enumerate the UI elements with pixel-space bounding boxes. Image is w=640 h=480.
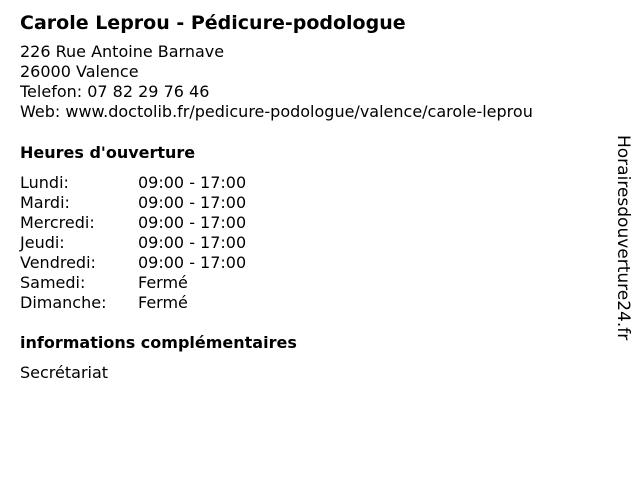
day-hours: 09:00 - 17:00 (138, 173, 247, 192)
address-street: 226 Rue Antoine Barnave (20, 42, 225, 61)
hours-row-monday (20, 173, 600, 193)
opening-hours-heading: Heures d'ouverture (20, 143, 196, 162)
day-label: Jeudi: (20, 233, 65, 252)
additional-info-text: Secrétariat (20, 363, 109, 382)
day-label: Mardi: (20, 193, 70, 212)
day-label: Lundi: (20, 173, 69, 192)
additional-info-heading: informations complémentaires (20, 333, 297, 352)
phone-number: Telefon: 07 82 29 76 46 (20, 82, 210, 101)
day-hours: 09:00 - 17:00 (138, 213, 247, 232)
business-name: Carole Leprou - Pédicure-podologue (20, 12, 406, 34)
business-card (20, 10, 600, 383)
day-label: Samedi: (20, 273, 86, 292)
day-hours: 09:00 - 17:00 (138, 193, 247, 212)
day-hours: Fermé (138, 273, 188, 292)
address-city: 26000 Valence (20, 62, 139, 81)
hours-row-wednesday (20, 213, 600, 233)
hours-row-sunday (20, 293, 600, 313)
site-watermark: Horairesdouverture24.fr (613, 135, 633, 341)
day-label: Mercredi: (20, 213, 95, 232)
day-label: Dimanche: (20, 293, 107, 312)
day-hours: 09:00 - 17:00 (138, 233, 247, 252)
website-url: Web: www.doctolib.fr/pedicure-podologue/valence/carole-leprou (20, 102, 533, 121)
hours-row-friday (20, 253, 600, 273)
day-hours: 09:00 - 17:00 (138, 253, 247, 272)
hours-row-thursday (20, 233, 600, 253)
hours-row-tuesday (20, 193, 600, 213)
day-hours: Fermé (138, 293, 188, 312)
day-label: Vendredi: (20, 253, 96, 272)
opening-hours-table (20, 173, 600, 313)
contact-block (20, 42, 600, 122)
hours-row-saturday (20, 273, 600, 293)
